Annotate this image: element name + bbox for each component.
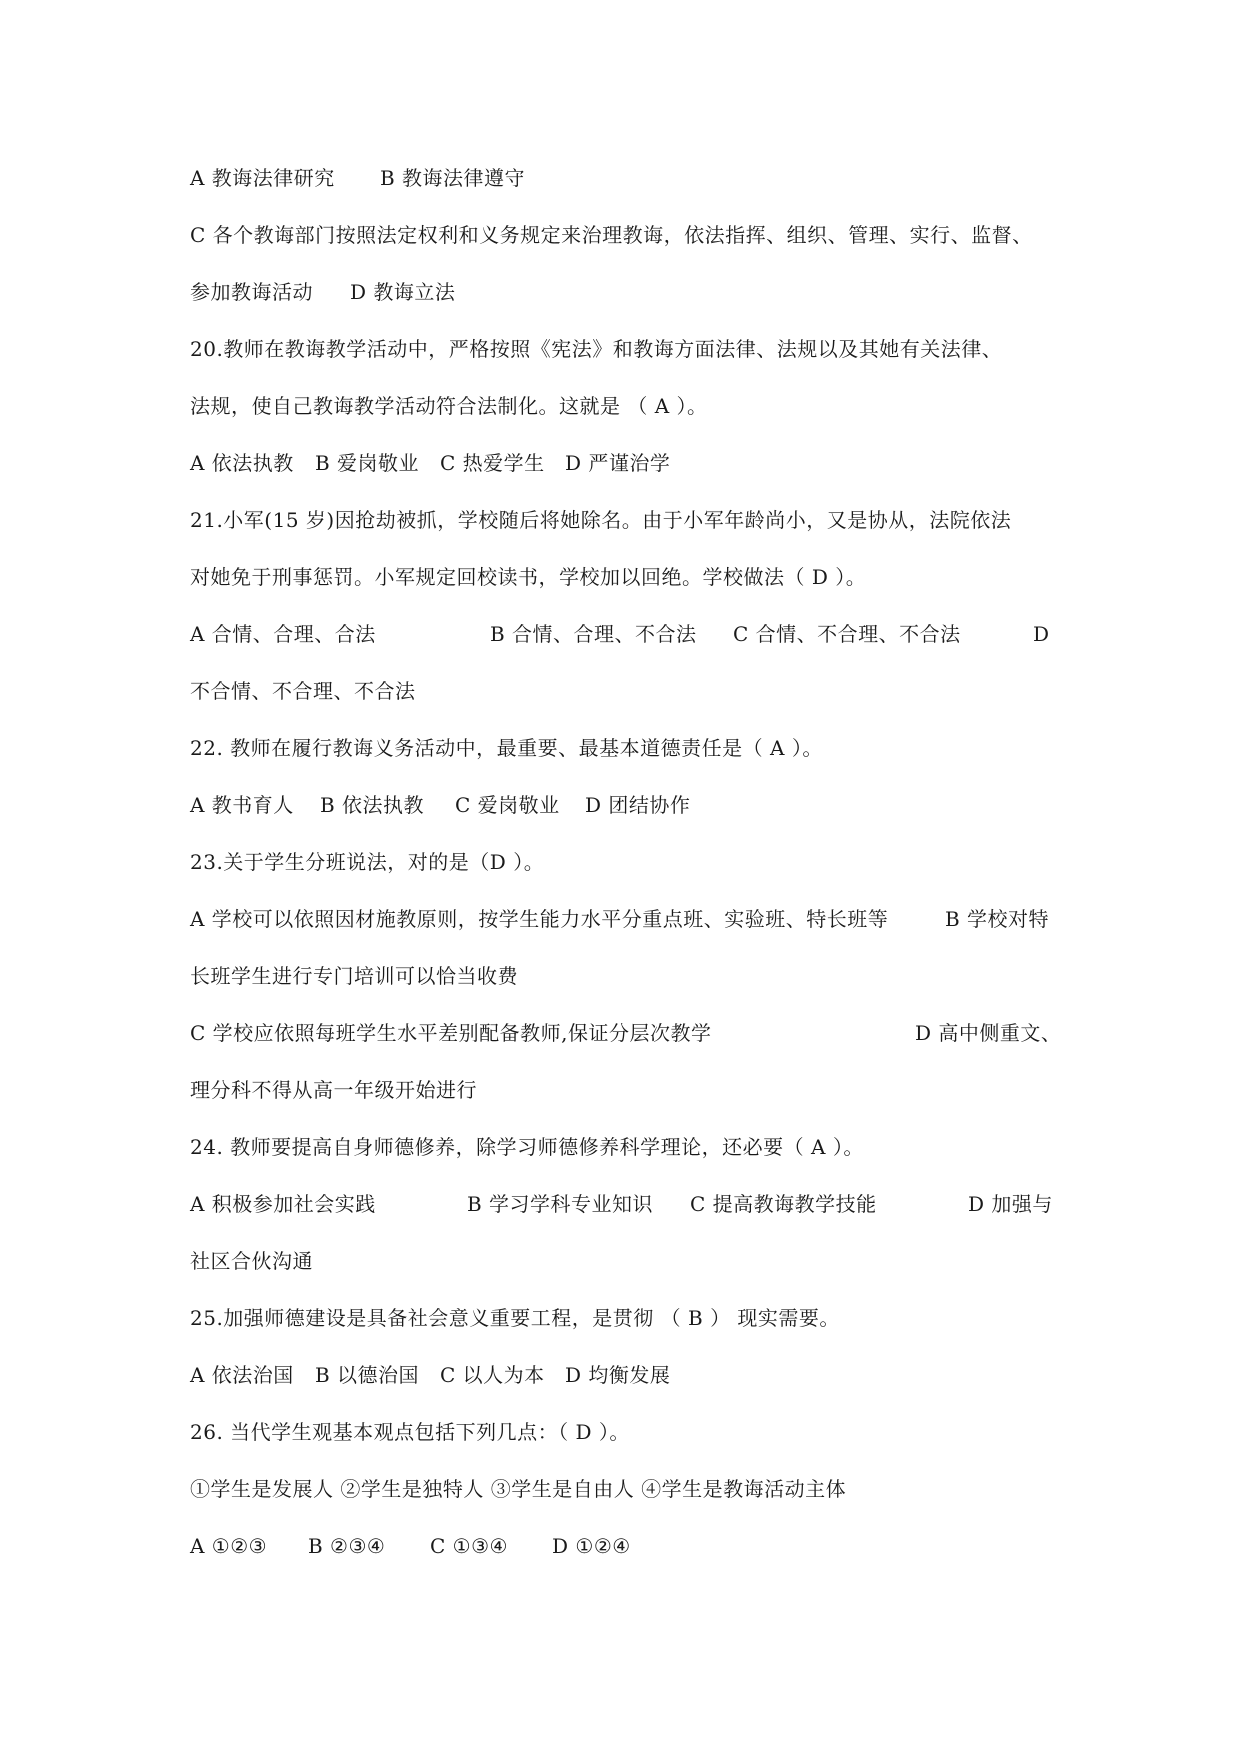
answer-option: A 教诲法律研究 [190,166,335,190]
answer-option: C 提高教诲教学技能 [690,1192,877,1216]
answer-option: C 各个教诲部门按照法定权利和义务规定来治理教诲，依法指挥、组织、管理、实行、监督、 [190,223,1033,247]
answer-option: 理分科不得从高一年级开始进行 [190,1078,477,1102]
answer-option: 参加教诲活动 [190,280,313,304]
question-text: 法规，使自己教诲教学活动符合法制化。这就是 （ A ）。 [190,394,708,418]
answer-option: D ①②④ [552,1534,631,1558]
answer-option: A 合情、合理、合法 [190,622,376,646]
question-text: 24. 教师要提高自身师德修养，除学习师德修养科学理论，还必要（ A ）。 [190,1135,864,1159]
answer-option: 不合情、不合理、不合法 [190,679,416,703]
answer-option: C 合情、不合理、不合法 [733,622,961,646]
answer-option: D 团结协作 [585,793,691,817]
answer-option: A 学校可以依照因材施教原则，按学生能力水平分重点班、实验班、特长班等 [190,907,889,931]
answer-option: A 积极参加社会实践 [190,1192,376,1216]
answer-option: C 学校应依照每班学生水平差别配备教师,保证分层次教学 [190,1021,712,1045]
question-text: 25.加强师德建设是具备社会意义重要工程，是贯彻 （ B ） 现实需要。 [190,1306,840,1330]
answer-option: C 以人为本 [440,1363,545,1387]
answer-option: B 合情、合理、不合法 [490,622,697,646]
question-text: 22. 教师在履行教诲义务活动中，最重要、最基本道德责任是（ A ）。 [190,736,823,760]
question-text: 23.关于学生分班说法，对的是（D ）。 [190,850,545,874]
answer-option: A 依法治国 [190,1363,294,1387]
answer-option: C 热爱学生 [440,451,545,475]
question-text: 对她免于刑事惩罚。小军规定回校读书，学校加以回绝。学校做法（ D ）。 [190,565,867,589]
answer-option: D 教诲立法 [350,280,456,304]
answer-option: C ①③④ [430,1534,508,1558]
answer-option: D 严谨治学 [565,451,671,475]
answer-option: D 加强与 [968,1192,1053,1216]
answer-option: B 教诲法律遵守 [380,166,526,190]
answer-option: B 学习学科专业知识 [467,1192,654,1216]
answer-option: B 以德治国 [315,1363,420,1387]
question-text: 20.教师在教诲教学活动中，严格按照《宪法》和教诲方面法律、法规以及其她有关法律、 [190,337,1003,361]
answer-option: C 爱岗敬业 [455,793,560,817]
question-text: ①学生是发展人 ②学生是独特人 ③学生是自由人 ④学生是教诲活动主体 [190,1477,847,1501]
question-text: 21.小军(15 岁)因抢劫被抓，学校随后将她除名。由于小军年龄尚小，又是协从，法院依法 [190,508,1012,532]
answer-option: B ②③④ [308,1534,386,1558]
answer-option: D 均衡发展 [565,1363,671,1387]
question-text: 26. 当代学生观基本观点包括下列几点：（ D ）。 [190,1420,630,1444]
answer-option: 长班学生进行专门培训可以恰当收费 [190,964,518,988]
answer-option: A 依法执教 [190,451,294,475]
answer-option: D [1033,622,1050,646]
answer-option: A 教书育人 [190,793,294,817]
answer-option: 社区合伙沟通 [190,1249,313,1273]
answer-option: B 学校对特 [945,907,1050,931]
answer-option: B 爱岗敬业 [315,451,420,475]
answer-option: A ①②③ [190,1534,268,1558]
answer-option: B 依法执教 [320,793,425,817]
answer-option: D 高中侧重文、 [915,1021,1062,1045]
